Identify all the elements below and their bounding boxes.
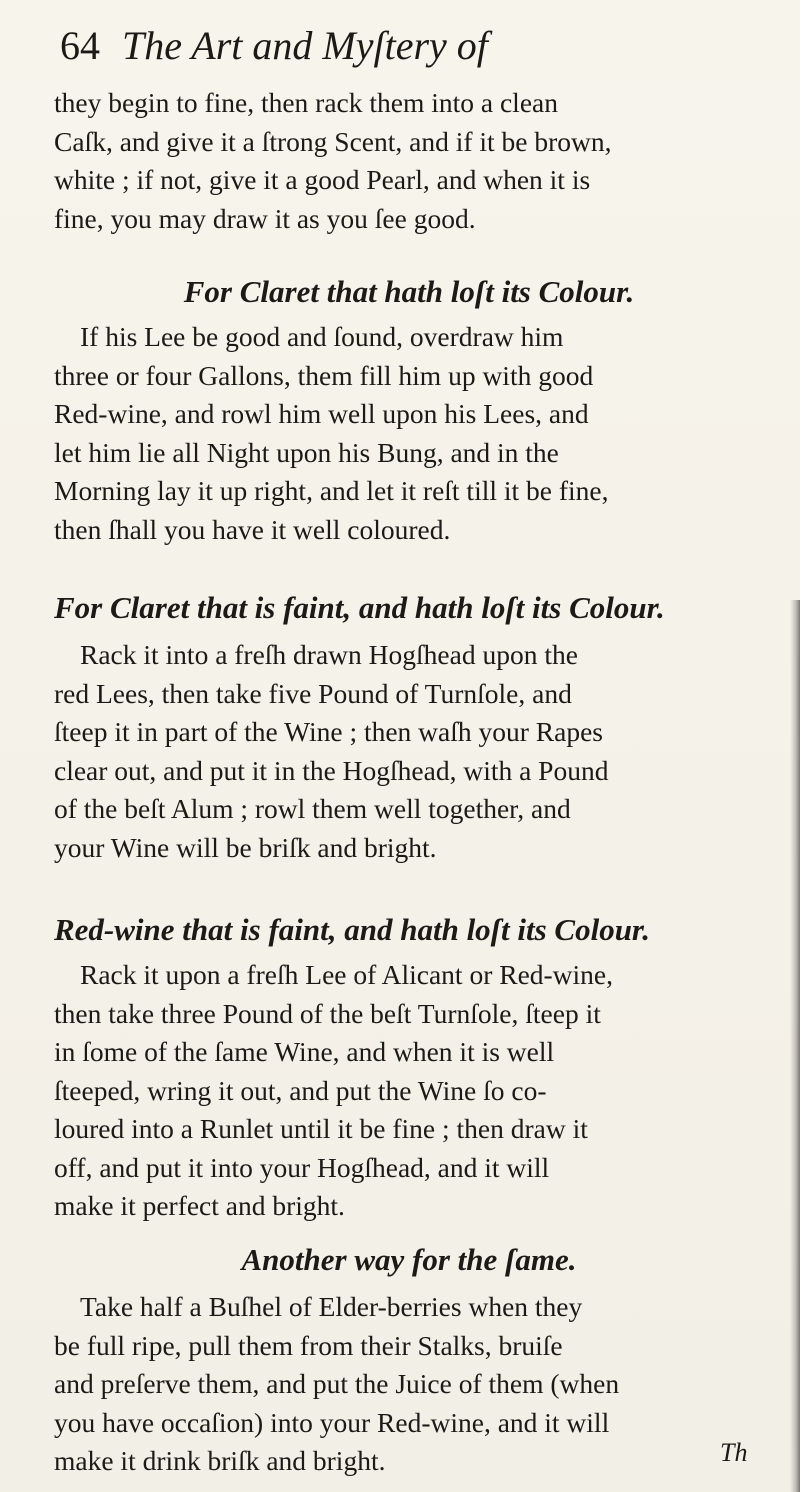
paragraph-red-wine-faint bbox=[54, 956, 764, 1226]
text-line: Red-wine, and rowl him well upon his Lees, and bbox=[54, 398, 589, 429]
paragraph-continuation bbox=[54, 84, 764, 238]
paragraph-claret-faint bbox=[54, 636, 764, 867]
text-line: ſteep it in part of the Wine ; then waſh your Rapes bbox=[54, 716, 604, 747]
text-line: in ſome of the ſame Wine, and when it is well bbox=[54, 1036, 555, 1067]
running-head bbox=[60, 20, 760, 72]
text-line: loured into a Runlet until it be fine ; then draw it bbox=[54, 1113, 588, 1144]
text-line: Take half a Buſhel of Elder-berries when they bbox=[80, 1291, 583, 1322]
section-heading: Another way for the ſame. bbox=[241, 1242, 577, 1277]
text-line: three or four Gallons, them fill him up with good bbox=[54, 359, 594, 391]
paragraph-another-way bbox=[54, 1288, 764, 1481]
text-line: If his Lee be good and ſound, overdraw him bbox=[80, 321, 564, 352]
text-line: of the beſt Alum ; rowl them well together, and bbox=[54, 793, 571, 824]
text-line: fine, you may draw it as you ſee good. bbox=[54, 202, 476, 234]
section-heading: For Claret that is faint, and hath loſt its Colour. bbox=[54, 590, 665, 625]
text-line: clear out, and put it in the Hogſhead, with a Pound bbox=[54, 754, 609, 786]
text-line: you have occaſion) into your Red-wine, and it will bbox=[54, 1406, 610, 1438]
text-line: they begin to fine, then rack them into a clean bbox=[54, 87, 558, 118]
text-line: then take three Pound of the beſt Turnſole, ſteep it bbox=[54, 997, 601, 1029]
paragraph-claret-lost-colour bbox=[54, 318, 764, 549]
text-line: Morning lay it up right, and let it reſt till it be fine, bbox=[54, 475, 609, 506]
text-line: let him lie all Night upon his Bung, and in the bbox=[54, 436, 559, 468]
text-line: your Wine will be briſk and bright. bbox=[54, 831, 437, 863]
catchword: Th bbox=[720, 1438, 748, 1467]
text-line: Caſk, and give it a ſtrong Scent, and if it be brown, bbox=[54, 125, 612, 157]
text-line: then ſhall you have it well coloured. bbox=[54, 513, 451, 545]
page-number: 64 bbox=[60, 23, 100, 68]
section-heading: For Claret that hath loſt its Colour. bbox=[183, 274, 635, 309]
text-line: white ; if not, give it a good Pearl, and when it is bbox=[54, 164, 591, 195]
text-line: red Lees, then take five Pound of Turnſole, and bbox=[54, 677, 572, 709]
text-line: off, and put it into your Hogſhead, and it will bbox=[54, 1151, 550, 1183]
text-line: make it perfect and bright. bbox=[54, 1190, 345, 1221]
text-line: be full ripe, pull them from their Stalks, bruiſe bbox=[54, 1329, 563, 1361]
text-line: and preſerve them, and put the Juice of them (when bbox=[54, 1368, 620, 1399]
text-line: Rack it upon a freſh Lee of Alicant or Red-wine, bbox=[80, 959, 614, 990]
text-line: ſteeped, wring it out, and put the Wine ſo co- bbox=[54, 1074, 547, 1106]
text-line: make it drink briſk and bright. bbox=[54, 1445, 386, 1476]
running-title: The Art and Myſtery of bbox=[122, 23, 488, 68]
section-heading: Red-wine that is faint, and hath loſt its Colour. bbox=[54, 912, 651, 947]
page-edge-shadow bbox=[790, 600, 800, 1492]
text-line: Rack it into a freſh drawn Hogſhead upon the bbox=[80, 639, 578, 670]
